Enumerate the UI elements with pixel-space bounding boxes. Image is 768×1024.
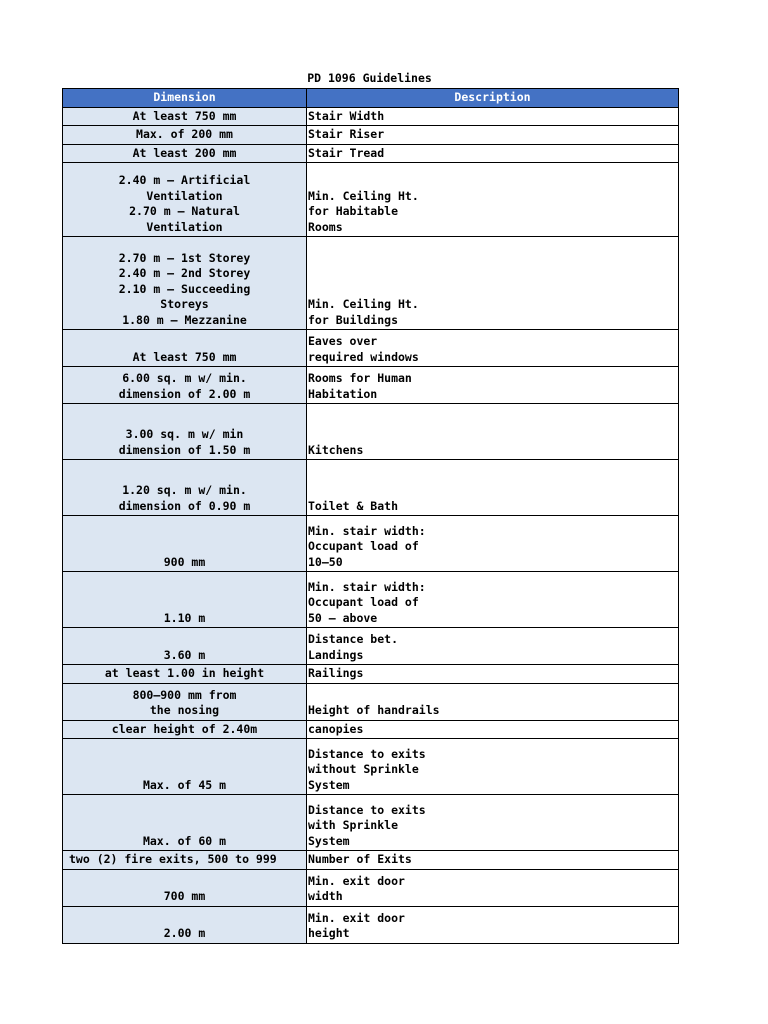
dimension-cell[interactable]: Max. of 45 m bbox=[63, 739, 307, 795]
dimension-cell[interactable]: 1.20 sq. m w/ min. dimension of 0.90 m bbox=[63, 460, 307, 516]
description-cell[interactable]: Min. exit door height bbox=[307, 906, 679, 943]
table-row bbox=[63, 107, 679, 126]
table-row bbox=[63, 516, 679, 572]
table-row bbox=[63, 906, 679, 943]
dimension-cell[interactable]: 700 mm bbox=[63, 869, 307, 906]
description-cell[interactable]: Min. Ceiling Ht. for Habitable Rooms bbox=[307, 163, 679, 237]
dimension-cell[interactable]: 6.00 sq. m w/ min. dimension of 2.00 m bbox=[63, 367, 307, 404]
table-row bbox=[63, 628, 679, 665]
header-dimension[interactable]: Dimension bbox=[63, 89, 307, 108]
description-cell[interactable]: Min. stair width: Occupant load of 50 – above bbox=[307, 572, 679, 628]
dimension-cell[interactable]: clear height of 2.40m bbox=[63, 720, 307, 739]
description-cell[interactable]: Min. Ceiling Ht. for Buildings bbox=[307, 237, 679, 330]
table-row bbox=[63, 163, 679, 237]
table-row bbox=[63, 126, 679, 145]
dimension-cell[interactable]: Max. of 200 mm bbox=[63, 126, 307, 145]
table-row bbox=[63, 851, 679, 870]
dimension-cell[interactable]: 2.40 m – Artificial Ventilation 2.70 m – Natural Ventilation bbox=[63, 163, 307, 237]
description-cell[interactable]: Stair Width bbox=[307, 107, 679, 126]
description-cell[interactable]: Number of Exits bbox=[307, 851, 679, 870]
table-row bbox=[63, 665, 679, 684]
table-row bbox=[63, 795, 679, 851]
description-cell[interactable]: Stair Tread bbox=[307, 144, 679, 163]
table-row bbox=[63, 572, 679, 628]
guidelines-table bbox=[62, 88, 679, 944]
description-cell[interactable]: Stair Riser bbox=[307, 126, 679, 145]
description-cell[interactable]: Min. stair width: Occupant load of 10–50 bbox=[307, 516, 679, 572]
dimension-cell[interactable]: 900 mm bbox=[63, 516, 307, 572]
description-cell[interactable]: Distance to exits without Sprinkle System bbox=[307, 739, 679, 795]
table-row bbox=[63, 144, 679, 163]
dimension-cell[interactable]: two (2) fire exits, 500 to 999 bbox=[63, 851, 307, 870]
table-row bbox=[63, 237, 679, 330]
dimension-cell[interactable]: 1.10 m bbox=[63, 572, 307, 628]
table-row bbox=[63, 683, 679, 720]
table-row bbox=[63, 460, 679, 516]
dimension-cell[interactable]: At least 750 mm bbox=[63, 330, 307, 367]
description-cell[interactable]: Eaves over required windows bbox=[307, 330, 679, 367]
dimension-cell[interactable]: at least 1.00 in height bbox=[63, 665, 307, 684]
table-row bbox=[63, 739, 679, 795]
table-row bbox=[63, 404, 679, 460]
description-cell[interactable]: Distance to exits with Sprinkle System bbox=[307, 795, 679, 851]
description-cell[interactable]: Rooms for Human Habitation bbox=[307, 367, 679, 404]
description-cell[interactable]: Toilet & Bath bbox=[307, 460, 679, 516]
dimension-cell[interactable]: At least 750 mm bbox=[63, 107, 307, 126]
description-cell[interactable]: Distance bet. Landings bbox=[307, 628, 679, 665]
description-cell[interactable]: Railings bbox=[307, 665, 679, 684]
description-cell[interactable]: canopies bbox=[307, 720, 679, 739]
description-cell[interactable]: Height of handrails bbox=[307, 683, 679, 720]
dimension-cell[interactable]: 800–900 mm from the nosing bbox=[63, 683, 307, 720]
table-header-row bbox=[63, 89, 679, 108]
sheet-title: PD 1096 Guidelines bbox=[307, 71, 432, 85]
dimension-cell[interactable]: 3.60 m bbox=[63, 628, 307, 665]
table-row bbox=[63, 720, 679, 739]
header-description[interactable]: Description bbox=[307, 89, 679, 108]
dimension-cell[interactable]: 2.00 m bbox=[63, 906, 307, 943]
table-row bbox=[63, 367, 679, 404]
description-cell[interactable]: Kitchens bbox=[307, 404, 679, 460]
dimension-cell[interactable]: Max. of 60 m bbox=[63, 795, 307, 851]
table-row bbox=[63, 330, 679, 367]
description-cell[interactable]: Min. exit door width bbox=[307, 869, 679, 906]
table-row bbox=[63, 869, 679, 906]
dimension-cell[interactable]: At least 200 mm bbox=[63, 144, 307, 163]
dimension-cell[interactable]: 2.70 m – 1st Storey 2.40 m – 2nd Storey 2.10 m – Succeeding Storeys 1.80 m – Mezzanine bbox=[63, 237, 307, 330]
dimension-cell[interactable]: 3.00 sq. m w/ min dimension of 1.50 m bbox=[63, 404, 307, 460]
